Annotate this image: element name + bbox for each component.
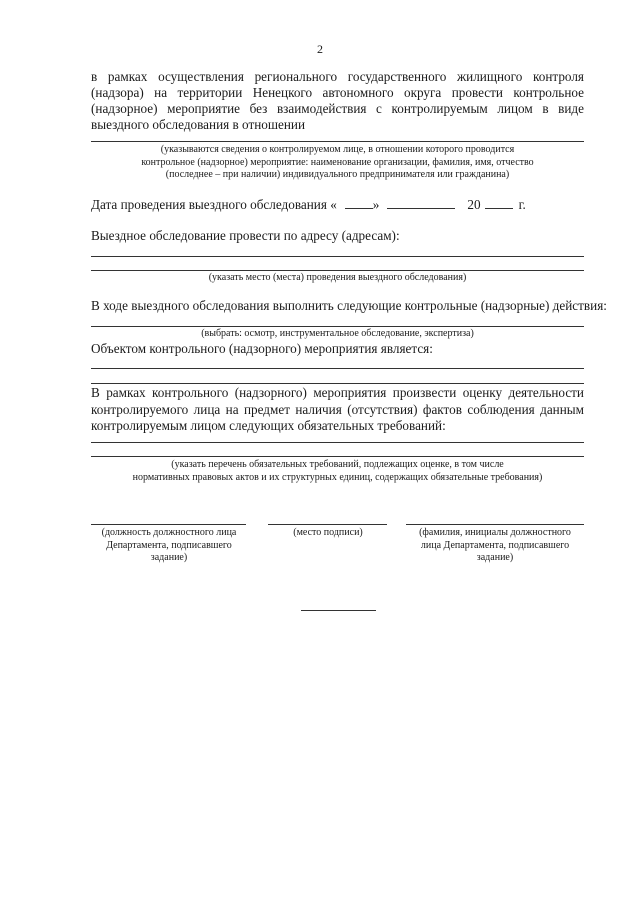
- page-number: 2: [317, 42, 323, 56]
- subject-note-line: контрольное (надзорное) мероприятие: наименование организации, фамилия, имя, отчество: [141, 156, 534, 168]
- subject-note: [91, 144, 584, 182]
- actions-note: (выбрать: осмотр, инструментальное обследование, экспертиза): [201, 328, 474, 339]
- object-label: Объектом контрольного (надзорного) мероприятия является:: [91, 341, 433, 356]
- month-blank[interactable]: [387, 196, 455, 209]
- address-line-1: [91, 256, 584, 257]
- date-label: Дата проведения выездного обследования «: [91, 197, 337, 212]
- subject-line: [91, 141, 584, 142]
- address-note: (указать место (места) проведения выездного обследования): [208, 272, 467, 283]
- position-signature-line: [91, 524, 246, 525]
- position-caption-line: задание): [150, 552, 188, 563]
- date-close-quote: »: [372, 197, 380, 212]
- subject-note-line: (последнее – при наличии) индивидуального предпринимателя или гражданина): [165, 169, 510, 180]
- requirements-line-1: [91, 442, 584, 443]
- name-caption-line: задание): [476, 552, 514, 563]
- actions-label: В ходе выездного обследования выполнить следующие контрольные (надзорные) действия:: [91, 298, 607, 313]
- requirements-note-line: (указать перечень обязательных требований, подлежащих оценке, в том числе: [171, 459, 504, 470]
- name-caption: [400, 527, 590, 565]
- object-line-2: [91, 383, 584, 384]
- requirements-note: [91, 459, 584, 484]
- name-caption-line: (фамилия, инициалы должностного: [419, 527, 571, 538]
- date-row: [91, 196, 526, 213]
- position-caption-line: Департамента, подписавшего: [106, 539, 232, 551]
- signature-caption: (место подписи): [293, 527, 363, 538]
- position-caption: [84, 527, 254, 565]
- year-blank[interactable]: [485, 196, 513, 209]
- closing-separator: [301, 610, 376, 611]
- year-suffix: г.: [518, 197, 526, 212]
- position-caption-line: (должность должностного лица: [101, 527, 237, 538]
- object-line-1: [91, 368, 584, 369]
- address-line-2: [91, 270, 584, 271]
- requirements-note-line: нормативных правовых актов и их структурных единиц, содержащих обязательные требования): [132, 471, 543, 483]
- name-caption-line: лица Департамента, подписавшего: [420, 539, 570, 551]
- subject-note-line: (указываются сведения о контролируемом лице, в отношении которого проводится: [160, 144, 515, 155]
- name-signature-line: [406, 524, 584, 525]
- address-label: Выездное обследование провести по адресу (адресам):: [91, 228, 400, 243]
- requirements-paragraph: В рамках контрольного (надзорного) мероприятия произвести оценку деятельности контролируемого лица на предмет наличия (отсутствия) фактов соблюдения данным контролируемым лицом следующих обязательных требований:: [91, 385, 584, 433]
- actions-line: [91, 326, 584, 327]
- signature-place-line: [268, 524, 387, 525]
- requirements-line-2: [91, 456, 584, 457]
- year-prefix: 20: [467, 197, 481, 212]
- day-blank[interactable]: [345, 196, 373, 209]
- intro-paragraph: в рамках осуществления регионального государственного жилищного контроля (надзора) на территории Ненецкого автономного округа провести контрольное (надзорное) мероприятие без взаимодействия с контролируемым лицом в виде выездного обследования в отношении: [91, 69, 584, 132]
